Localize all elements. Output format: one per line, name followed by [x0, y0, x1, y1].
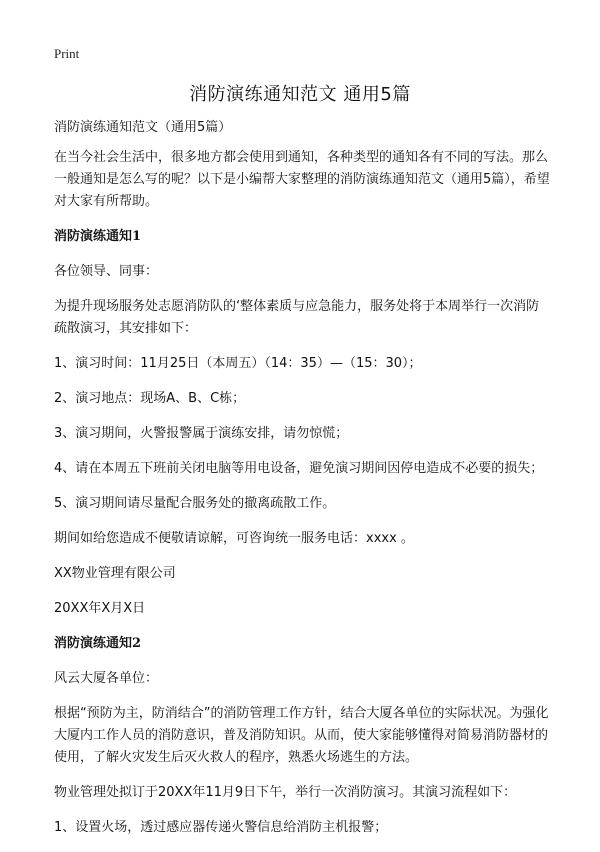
document-body: [54, 117, 550, 852]
section-2: [54, 633, 550, 839]
section-paragraph: 为提升现场服务处志愿消防队的‘整体素质与应急能力，服务处将于本周举行一次消防疏散演习，其安排如下：: [54, 299, 540, 336]
section-paragraph: 3、演习期间，火警报警属于演练安排，请勿惊慌；: [54, 426, 349, 441]
section-heading: 消防演练通知1: [54, 229, 142, 244]
section-paragraph: 1、设置火场，透过感应器传递火警信息给消防主机报警；: [54, 820, 388, 835]
section-paragraph: 1、演习时间：11月25日（本周五）（14：35）—（15：30）；: [54, 356, 422, 371]
document-subtitle: 消防演练通知范文（通用5篇）: [54, 120, 232, 135]
section-paragraph: 期间如给您造成不便敬请谅解，可咨询统一服务电话：xxxx 。: [54, 531, 414, 546]
section-paragraph: 5、演习期间请尽量配合服务处的撤离疏散工作。: [54, 496, 336, 511]
section-paragraph: 根据“预防为主，防消结合”的消防管理工作方针，结合大厦各单位的实际状况。为强化大厦内工作人员的消防意识，普及消防知识。从而，使大家能够懂得对简易消防器材的使用，了解火灾发生后灭火救人的程序，熟悉火场逃生的方法。: [54, 706, 549, 765]
section-1: [54, 226, 550, 620]
section-greeting: 各位领导、同事：: [54, 264, 159, 279]
section-paragraph: 2、演习地点：现场A、B、C栋；: [54, 391, 246, 406]
section-paragraph: 物业管理处拟订于20XX年11月9日下午，举行一次消防演习。其演习流程如下：: [54, 785, 517, 800]
intro-paragraph: 在当今社会生活中，很多地方都会使用到通知，各种类型的通知各有不同的写法。那么一般通知是怎么写的呢？以下是小编帮大家整理的消防演练通知范文（通用5篇），希望对大家有所帮助。: [54, 150, 550, 209]
print-link[interactable]: Print: [54, 46, 80, 61]
document-title: 消防演练通知范文 通用5篇: [189, 84, 411, 105]
signature-date: 20XX年X月X日: [54, 601, 146, 616]
signature-company: XX物业管理有限公司: [54, 566, 176, 581]
section-heading: 消防演练通知2: [54, 636, 142, 651]
section-greeting: 风云大厦各单位：: [54, 671, 159, 686]
section-paragraph: 4、请在本周五下班前关闭电脑等用电设备，避免演习期间因停电造成不必要的损失；: [54, 461, 544, 476]
